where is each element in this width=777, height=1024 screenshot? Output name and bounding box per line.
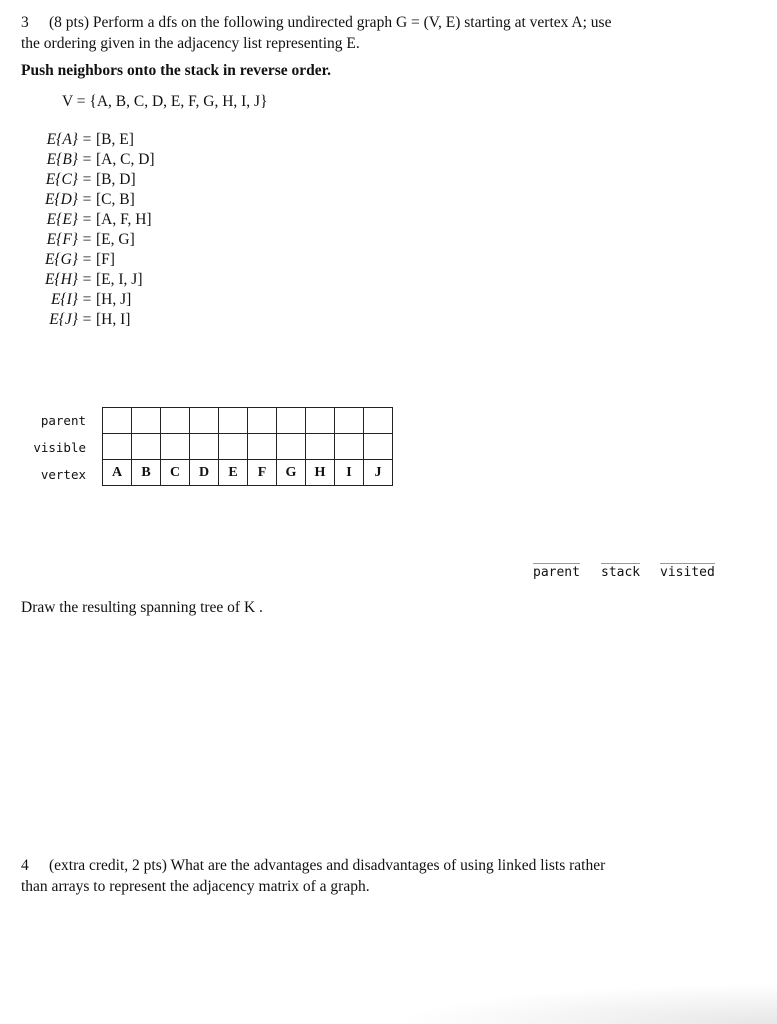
dfs-table-container (102, 407, 393, 486)
question-3-instruction: Push neighbors onto the stack in reverse order. (21, 62, 331, 79)
adjacency-key: E{J} (49, 311, 78, 328)
adjacency-key: E{B} (46, 151, 78, 168)
adjacency-neighbors: [F] (96, 251, 115, 268)
vertex-cell: B (132, 460, 161, 486)
adjacency-neighbors: [A, F, H] (96, 211, 152, 228)
adjacency-row (16, 230, 155, 250)
visible-cell[interactable] (248, 434, 277, 460)
side-label-stack: stack (601, 565, 641, 580)
page-shadow (397, 984, 777, 1024)
question-4-line-2: than arrays to represent the adjacency matrix of a graph. (21, 878, 370, 895)
adjacency-row (16, 170, 155, 190)
adjacency-key: E{F} (46, 231, 78, 248)
visible-cell[interactable] (219, 434, 248, 460)
parent-cell[interactable] (132, 408, 161, 434)
visible-cell[interactable] (277, 434, 306, 460)
vertex-cell: G (277, 460, 306, 486)
question-4-number: 4 (21, 857, 29, 874)
adjacency-key: E{C} (45, 171, 78, 188)
visible-cell[interactable] (190, 434, 219, 460)
adjacency-row (16, 310, 155, 330)
equals-sign: = (82, 131, 92, 148)
adjacency-neighbors: [H, J] (96, 291, 132, 308)
adjacency-neighbors: [E, G] (96, 231, 135, 248)
visible-cell[interactable] (335, 434, 364, 460)
adjacency-key: E{H} (44, 271, 78, 288)
visible-cell[interactable] (364, 434, 393, 460)
adjacency-neighbors: [B, E] (96, 131, 134, 148)
equals-sign: = (82, 291, 92, 308)
vertex-cell: A (103, 460, 132, 486)
parent-cell[interactable] (306, 408, 335, 434)
parent-cell[interactable] (103, 408, 132, 434)
parent-cell[interactable] (161, 408, 190, 434)
adjacency-row (16, 210, 155, 230)
question-3-line-2: the ordering given in the adjacency list representing E. (21, 35, 360, 52)
visible-row (103, 434, 393, 460)
equals-sign: = (82, 231, 92, 248)
dfs-table (102, 407, 393, 486)
side-label-visited: visited (660, 565, 715, 580)
equals-sign: = (82, 191, 92, 208)
adjacency-row (16, 250, 155, 270)
vertex-cell: J (364, 460, 393, 486)
adjacency-row (16, 190, 155, 210)
adjacency-key: E{A} (46, 131, 78, 148)
visible-cell[interactable] (103, 434, 132, 460)
adjacency-list (16, 130, 155, 330)
adjacency-row (16, 150, 155, 170)
question-4-line-1 (21, 855, 761, 876)
vertex-cell: C (161, 460, 190, 486)
adjacency-key: E{E} (46, 211, 78, 228)
parent-cell[interactable] (190, 408, 219, 434)
adjacency-key: E{G} (44, 251, 78, 268)
equals-sign: = (82, 311, 92, 328)
vertex-row (103, 460, 393, 486)
adjacency-neighbors: [C, B] (96, 191, 135, 208)
adjacency-row (16, 270, 155, 290)
adjacency-neighbors: [B, D] (96, 171, 136, 188)
parent-cell[interactable] (335, 408, 364, 434)
visible-cell[interactable] (161, 434, 190, 460)
visible-cell[interactable] (306, 434, 335, 460)
vertex-cell: H (306, 460, 335, 486)
vertex-cell: D (190, 460, 219, 486)
vertex-cell: I (335, 460, 364, 486)
adjacency-row (16, 130, 155, 150)
question-4-prompt-line-1: (extra credit, 2 pts) What are the advantages and disadvantages of using linked lists rather (49, 857, 606, 874)
parent-cell[interactable] (364, 408, 393, 434)
row-label-parent: parent (40, 413, 86, 428)
vertex-cell: E (219, 460, 248, 486)
adjacency-neighbors: [A, C, D] (96, 151, 155, 168)
question-4-text (21, 855, 761, 897)
parent-cell[interactable] (219, 408, 248, 434)
question-3-number: 3 (21, 14, 29, 31)
vertex-set: V = {A, B, C, D, E, F, G, H, I, J} (62, 93, 268, 110)
row-label-visible: visible (33, 440, 86, 455)
question-3-prompt-line-1: (8 pts) Perform a dfs on the following undirected graph G = (V, E) starting at vertex A; use (49, 14, 612, 31)
equals-sign: = (82, 211, 92, 228)
side-label-parent: parent (533, 565, 580, 580)
equals-sign: = (82, 151, 92, 168)
row-label-vertex: vertex (40, 467, 86, 482)
equals-sign: = (82, 171, 92, 188)
equals-sign: = (82, 251, 92, 268)
adjacency-neighbors: [E, I, J] (96, 271, 143, 288)
visible-cell[interactable] (132, 434, 161, 460)
parent-cell[interactable] (248, 408, 277, 434)
equals-sign: = (82, 271, 92, 288)
parent-cell[interactable] (277, 408, 306, 434)
question-3-text (21, 12, 761, 54)
adjacency-neighbors: [H, I] (96, 311, 131, 328)
adjacency-key: E{I} (50, 291, 78, 308)
adjacency-key: E{D} (44, 191, 78, 208)
question-3-line-1 (21, 12, 761, 33)
vertex-cell: F (248, 460, 277, 486)
parent-row (103, 408, 393, 434)
adjacency-row (16, 290, 155, 310)
draw-spanning-tree-prompt: Draw the resulting spanning tree of K . (21, 599, 263, 616)
